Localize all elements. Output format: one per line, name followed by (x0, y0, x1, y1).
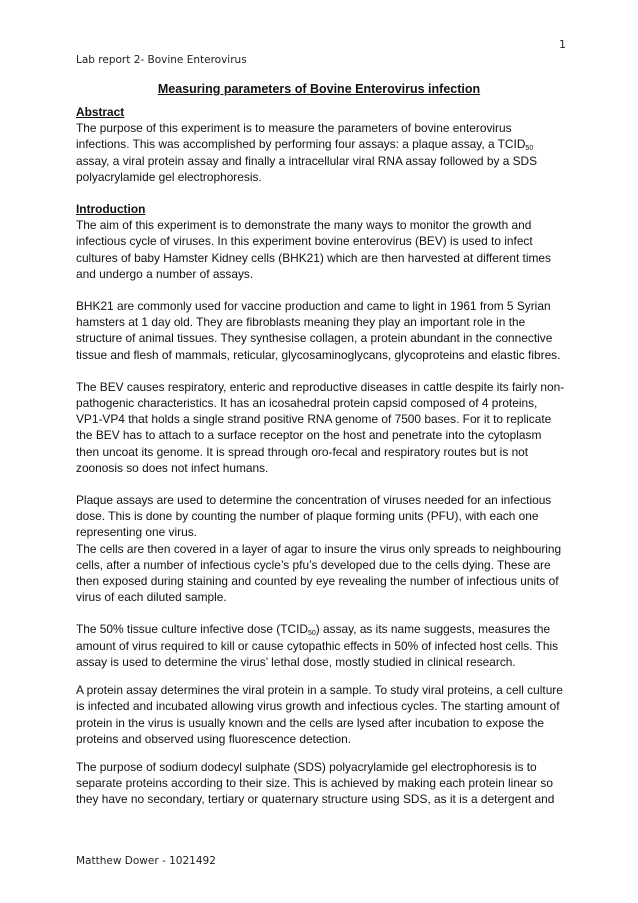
tcid-subscript: 50 (307, 630, 316, 638)
introduction-paragraph-7: A protein assay determines the viral protein in a sample. To study viral proteins, a cell culture is infected and incubated allowing virus growth and infectious cycles. The starting amount of protein in the virus is usually known and the cells are lysed after incubation to expose the proteins and observed using fluorescence detection. (76, 683, 563, 746)
tcid-text-part2: ) assay, as its name suggests, measures the amount of virus required to kill or cause cytopathic effects in 50% of infected host cells. This assay is used to determine the virus’ lethal dose, mostly studied in clinical research. (76, 622, 559, 669)
abstract-text-part1: The purpose of this experiment is to measure the parameters of bovine enterovirus infections. This was accomplished by performing four assays: a plaque assay, a TCID (76, 121, 526, 152)
abstract-section (76, 104, 566, 185)
tcid-text-part1: The 50% tissue culture infective dose (TCID (76, 622, 308, 637)
introduction-paragraph-5: The cells are then covered in a layer of agar to insure the virus only spreads to neighbouring cells, after a number of infectious cycle’s pfu’s developed due to the cells dying. These are then exposed during staining and counted by eye revealing the number of infectious units of virus of each diluted sample. (76, 541, 562, 605)
abstract-subscript: 50 (525, 145, 534, 153)
document-body (76, 104, 566, 820)
abstract-text-part2: assay, a viral protein assay and finally a intracellular viral RNA assay followed by a SDS polyacrylamide gel electrophoresis. (76, 153, 538, 184)
introduction-paragraph-4: Plaque assays are used to determine the concentration of viruses needed for an infectious dose. This is done by counting the number of plaque forming units (PFU), with each one representing one virus. (76, 493, 552, 540)
introduction-paragraph-6 (76, 621, 566, 670)
document-title: Measuring parameters of Bovine Enterovirus infection (157, 82, 481, 96)
introduction-paragraph-1 (76, 201, 566, 282)
page-header: Lab report 2- Bovine Enterovirus (76, 54, 247, 66)
introduction-paragraph-2: BHK21 are commonly used for vaccine production and came to light in 1961 from 5 Syrian hamsters at 1 day old. They are fibroblasts meaning they play an important role in the structure of animal tissues. They synthesise collagen, a protein abundant in the connective tissue and flesh of mammals, reticular, glycosaminoglycans, glycoproteins and elastic fibres. (76, 299, 561, 362)
introduction-text-1: The aim of this experiment is to demonstrate the many ways to monitor the growth and infectious cycle of viruses. In this experiment bovine enterovirus (BEV) is used to infect cultures of baby Hamster Kidney cells (BHK21) which are then harvested at different times and undergo a number of assays. (76, 218, 551, 281)
introduction-heading: Introduction (76, 202, 146, 217)
page-number: 1 (559, 38, 566, 51)
page-footer: Matthew Dower - 1021492 (76, 855, 216, 867)
abstract-heading: Abstract (76, 105, 125, 119)
introduction-paragraph-3: The BEV causes respiratory, enteric and reproductive diseases in cattle despite its fairly non-pathogenic characteristics. It has an icosahedral protein capsid composed of 4 proteins, VP1-VP4 that holds a single strand positive RNA genome of 7500 bases. For it to replicate the BEV has to attach to a surface receptor on the host and penetrate into the cytoplasm then uncoat its genome. It is spread through oro-fecal and respiratory routes but is not zoonosis so does not infect humans. (76, 379, 565, 475)
introduction-paragraph-8: The purpose of sodium dodecyl sulphate (SDS) polyacrylamide gel electrophoresis is to separate proteins according to their size. This is achieved by making each protein linear so they have no secondary, tertiary or quaternary structure using SDS, as it is a detergent and (76, 759, 555, 807)
